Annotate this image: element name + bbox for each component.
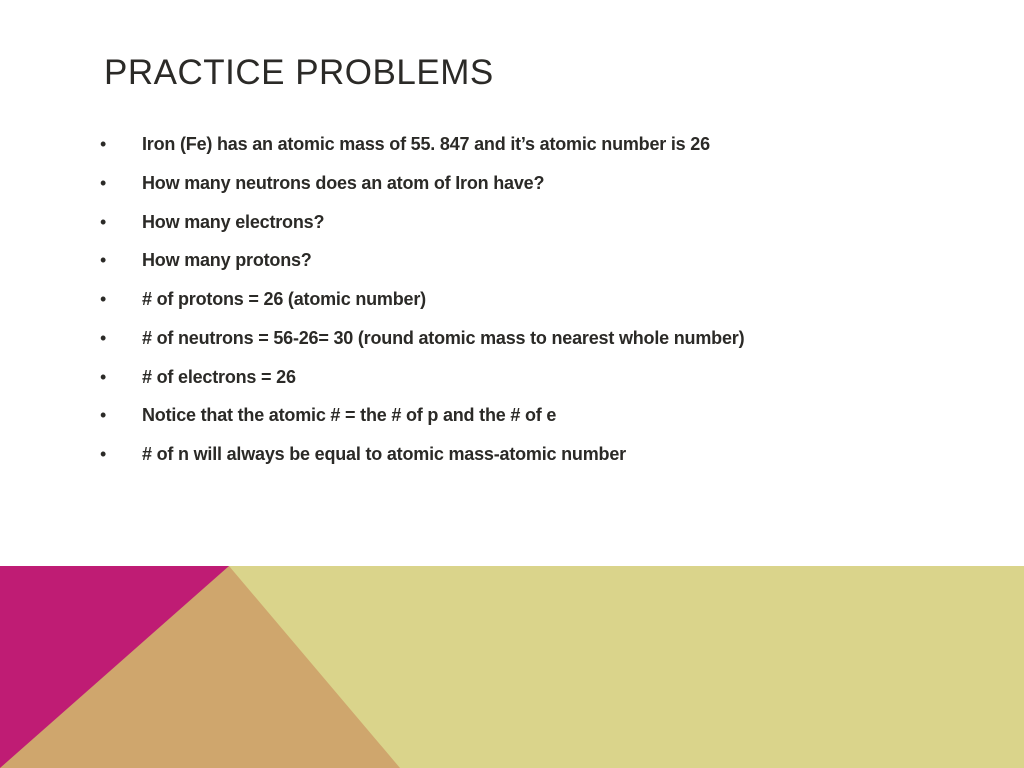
bullet-text: Iron (Fe) has an atomic mass of 55. 847 and it’s atomic number is 26 xyxy=(142,134,710,154)
list-item xyxy=(100,204,980,243)
bullet-marker: • xyxy=(100,134,107,154)
bullet-marker: • xyxy=(100,211,107,232)
bullet-text: # of protons = 26 (atomic number) xyxy=(142,289,426,309)
bullet-list xyxy=(100,126,980,475)
bullet-text: Notice that the atomic # = the # of p and the # of e xyxy=(142,405,557,426)
bullet-marker: • xyxy=(100,405,107,426)
list-item xyxy=(100,126,980,165)
bullet-text: How many electrons? xyxy=(142,211,325,232)
bullet-marker: • xyxy=(100,289,107,309)
list-item xyxy=(100,165,980,204)
bullet-marker: • xyxy=(100,366,107,387)
list-item xyxy=(100,320,980,359)
list-item xyxy=(100,242,980,281)
bullet-marker: • xyxy=(100,250,107,271)
bullet-text: # of electrons = 26 xyxy=(142,366,296,387)
bullet-text: How many protons? xyxy=(142,250,312,271)
list-item xyxy=(100,359,980,398)
slide-title: PRACTICE PROBLEMS xyxy=(104,53,494,92)
list-item xyxy=(100,397,980,436)
decorative-color-band xyxy=(0,566,1024,768)
list-item xyxy=(100,281,980,320)
bullet-marker: • xyxy=(100,444,107,464)
bullet-marker: • xyxy=(100,172,107,193)
bullet-text: # of n will always be equal to atomic mass-atomic number xyxy=(142,444,626,464)
list-item xyxy=(100,436,980,475)
bullet-text: How many neutrons does an atom of Iron have? xyxy=(142,172,545,193)
bullet-text: # of neutrons = 56-26= 30 (round atomic mass to nearest whole number) xyxy=(142,327,745,348)
bullet-marker: • xyxy=(100,327,107,348)
